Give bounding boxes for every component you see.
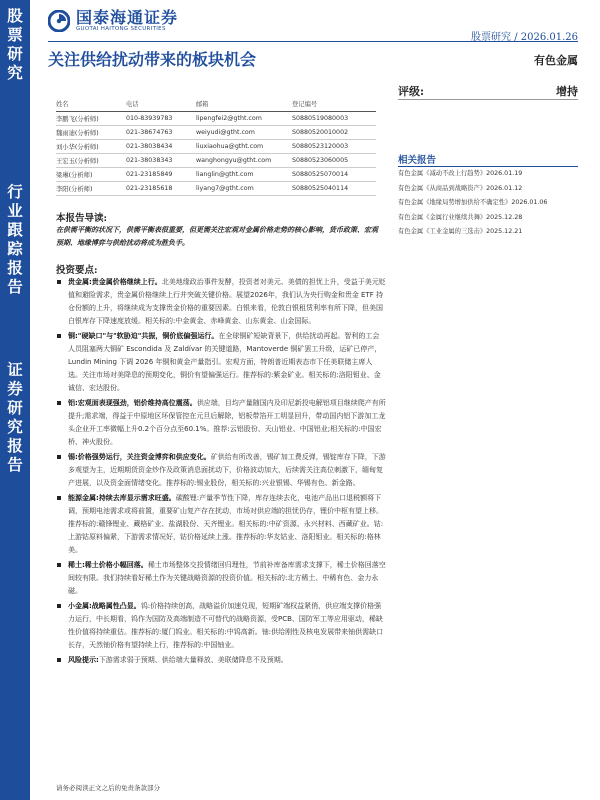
related-report-link[interactable]: 有色金属《减动不改上行趋势》2026.01.19 [398,170,523,177]
header-name: 姓名 [56,97,126,112]
analyst-registration: S0880519080003 [292,112,376,126]
related-divider [398,166,578,167]
point-lead: 铝:宏观面表现强劲，铝价维持高位震荡。 [68,399,197,407]
point-copper [56,330,386,395]
point-lead: 风险提示: [68,656,99,664]
table-row [56,112,376,126]
guide-title: 本报告导读: [56,213,108,224]
point-lead: 稀土:稀土价格小幅回落。 [68,561,148,569]
analyst-name: 李阳(分析师) [56,182,126,196]
table-row [56,168,376,182]
sidebar-block-stock-research: 股 票 研 究 [7,6,23,82]
analyst-email[interactable]: weiyudi@gtht.com [196,126,292,140]
related-report-link[interactable]: 有色金属《金属行业继续共舞》2025.12.28 [398,213,523,221]
analyst-phone: 021-38038434 [126,140,196,154]
rating-value: 增持 [556,85,578,98]
report-title: 关注供给扰动带来的板块机会 [48,50,257,69]
analyst-name: 王宏玉(分析师) [56,154,126,168]
point-text: 北美地缘政治事件发酵，投资者对美元、美债的担忧上升，受益于美元贬值和避险需求，贵金属价格继续上行并突破关键价格。展望2026年，我们认为央行购金和贵金 ETF 持仓份额的上升，将继续成为支撑贵金价格的重要因素。白银来看，伦敦白银租赁利率有所下降，但美国白银库存下降速度放缓。相关标的:中金黄金、赤峰黄金、山东黄金、山金国际。 [68,278,386,325]
analyst-registration: S0880520010002 [292,126,376,140]
analyst-name: 梁琳(分析师) [56,168,126,182]
analyst-phone: 021-38038343 [126,154,196,168]
header-phone: 电话 [126,97,196,112]
rating-label: 评级: [398,85,425,98]
analyst-email[interactable]: liuxiaohua@gtht.com [196,140,292,154]
related-report-link[interactable]: 有色金属《从商品到战略资产》2026.01.12 [398,184,523,192]
analyst-registration: S0880525040114 [292,182,376,196]
investment-points-list [56,276,386,669]
logo-chinese-name: 国泰海通证券 [76,8,179,27]
analyst-email[interactable]: liyang7@gtht.com [196,182,292,196]
analyst-phone: 010-83939783 [126,112,196,126]
company-logo [48,8,178,34]
header-registration: 登记编号 [292,97,376,112]
rating-divider [398,99,578,100]
point-lead: 贵金属:贵金属价格继续上行。 [68,278,162,286]
industry-name: 有色金属 [534,54,578,67]
analyst-table-header [56,97,376,112]
logo-english-name: GUOTAI HAITONG SECURITIES [76,26,166,32]
table-row [56,140,376,154]
table-row [56,126,376,140]
analyst-name: 魏雨迪(分析师) [56,126,126,140]
related-reports-title: 相关报告 [398,155,437,166]
point-precious-metals [56,276,386,328]
point-energy-metals [56,492,386,557]
sidebar [0,0,30,800]
header-divider [48,41,578,42]
analyst-registration: S0880525070014 [292,168,376,182]
related-report-link[interactable]: 有色金属《地缘局势增加供给不确定性》2026.01.06 [398,199,548,206]
point-minor-metals [56,600,386,652]
point-risk [56,654,386,667]
point-text: 供应端，目均产量随国内及印尼新投电解铝项目继续爬产有所提升;需求端，得益于中原地区环保管控在元旦后解除，铝板带箔开工明显回升，带动国内铝下游加工龙头企业开工率微幅上升0.2个百分点至60.1%。推荐:云铝股份、天山铝业、中国铝业;相关标的:中国宏桥、神火股份。 [68,399,386,446]
logo-icon [48,10,70,32]
analyst-phone: 021-23185618 [126,182,196,196]
point-lead: 铜:"硬缺口"与"软胁迫"共振，铜价底偏强运行。 [68,332,219,340]
analyst-phone: 021-23185849 [126,168,196,182]
guide-text: 在供需平衡的状况下，供需平衡表很重要，但更需关注宏观对金属价格走势的核心影响，货币政策、宏观预期、地缘博弈与供给扰动将成为胜负手。 [56,226,378,247]
related-report-link[interactable]: 有色金属《工业金属的三选击》2025.12.21 [398,228,523,235]
analyst-registration: S0880523120003 [292,140,376,154]
analyst-email[interactable]: wanghongyu@gtht.com [196,154,292,168]
table-row [56,182,376,196]
analyst-name: 李鹏飞(分析师) [56,112,126,126]
point-rare-earth [56,559,386,598]
point-text: 碳酸锂:产量季节性下降，库存连续去化，电池产品出口退税额将下调，预期电池需求或将前置，重要矿山复产存在扰动，市场对供应端的担忧仍存，锂价中枢有望上移。推荐标的:赣锋锂业、藏格矿业、盐湖股份、天齐锂业。相关标的:中矿资源、永兴材料、西藏矿业。钴:上游钴原料偏紧，下游需求情况好，钴价格延续上涨。推荐标的:华友钴业、洛阳钼业。相关标的:格林美。 [68,494,384,554]
related-reports-list [398,169,582,242]
analyst-phone: 021-38674763 [126,126,196,140]
point-text: 矿供给有所改善，锡矿加工费反弹，锡锭库存下降，下游多观望为主，近期期货资金炒作及政策消息面扰动下，价格波动加大，后续需关注高位刺激下，缅甸复产进展，以及资金面情绪变化。推荐标的:锡业股份，相关标的:兴业银锡、华锡有色、新金路。 [68,453,386,487]
disclaimer-footer: 请务必阅读正文之后的免责条款部分 [56,784,160,792]
table-row [56,154,376,168]
investment-points-title: 投资要点: [56,265,98,276]
sidebar-block-industry-tracking: 行 业 跟 踪 报 告 [7,182,23,296]
header-email: 邮箱 [196,97,292,112]
point-lead: 锡:价格强势运行，关注资金博弈和供应变化。 [68,453,211,461]
analyst-email[interactable]: lianglin@gtht.com [196,168,292,182]
point-text: 稀土市场整体交投情绪回归理性，节前补库备库需求支撑下，稀土价格回落空间较有限。我们持续看好稀土作为关键战略资源的投资价值。相关标的:北方稀土、中稀有色、金力永磁。 [68,561,386,595]
point-lead: 小金属:战略属性凸显。 [68,602,141,610]
point-aluminum [56,397,386,449]
analyst-name: 刘小华(分析师) [56,140,126,154]
analyst-registration: S0880523060005 [292,154,376,168]
point-text: 钨:价格持续创高，战略溢价加速兑现，短期矿端权益紧俏，供应端支撑价格强力运行，中长期看，钨作为国防及高端制造不可替代的战略资源，受PCB、国防军工等应用驱动，稀缺性价值将持续重估。推荐标的:厦门钨业。相关标的:中钨高新。铀:供给刚性及核电发展带来铀供需缺口长存，天然铀价格有望持续上行，推荐标的:中国铀业。 [68,602,384,649]
point-tin [56,451,386,490]
analyst-email[interactable]: lipengfei2@gtht.com [196,112,292,126]
point-text: 下游需求弱于预期、供给端大量释放、美联储降息不及预期。 [98,656,288,664]
analyst-table [56,97,376,196]
report-type-date: 股票研究 / 2026.01.26 [471,32,578,43]
point-lead: 能源金属:持续去库显示需求旺盛。 [68,494,176,502]
sidebar-block-securities-report: 证 券 研 究 报 告 [7,360,23,474]
point-text: 在全球铜矿短缺背景下，供给扰动再起。智利的工会人员阻塞两大铜矿 Escondida 及 Zaldívar 的关键道路，Mantoverde 铜矿罢工升级，运矿已停产，Lundin Mining 下调 2026 年铜和黄金产量指引。宏观方面，特朗普近期表态市下任美联储主席人选。关注市场对美降息的预期变化，铜价有望偏强运行。推荐标的:紫金矿业。相关标的:洛阳钼业、金诚信、宏达股份。 [68,332,382,392]
